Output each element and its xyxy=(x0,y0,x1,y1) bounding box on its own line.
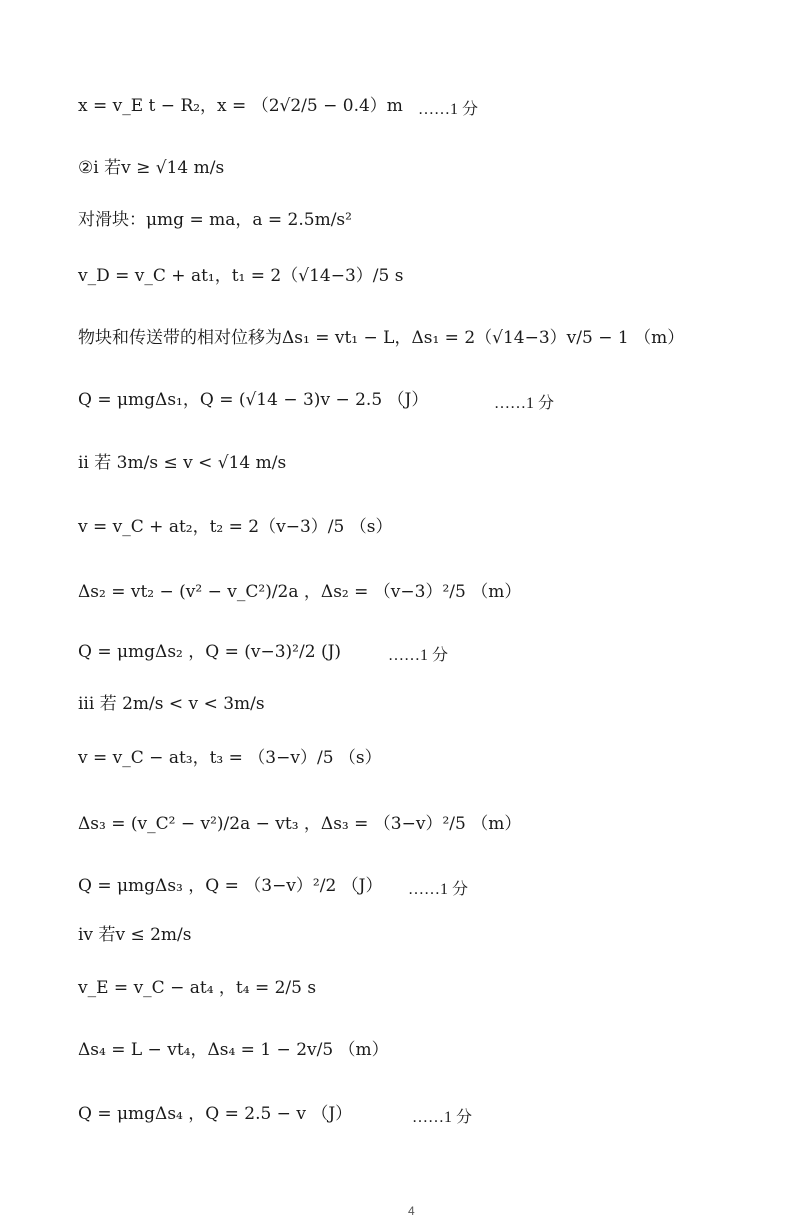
score-mark: ……1 分 xyxy=(418,101,479,118)
score-mark: ……1 分 xyxy=(388,647,449,664)
eq-line-16 xyxy=(78,976,316,1000)
eq-line-12 xyxy=(78,746,382,770)
eq-line-13 xyxy=(78,812,521,836)
eq-line-9 xyxy=(78,580,521,604)
eq-text: Δs₃ = (v_C² − v²)/2a − vt₃ ，Δs₃ = （3−v）²/5 （m） xyxy=(78,814,522,834)
score-mark: ……1 分 xyxy=(408,881,469,898)
eq-text: v_E = v_C − at₄ ，t₄ = 2/5 s xyxy=(78,978,317,998)
eq-line-17 xyxy=(78,1038,389,1062)
eq-text: Δs₄ = L − vt₄，Δs₄ = 1 − 2v/5 （m） xyxy=(78,1040,389,1060)
eq-text: ii 若 3m/s ≤ v < √14 m/s xyxy=(78,453,287,473)
eq-text: 对滑块：μmg = ma，a = 2.5m/s² xyxy=(78,210,352,230)
score-mark: ……1 分 xyxy=(412,1109,473,1126)
eq-line-8 xyxy=(78,515,392,539)
eq-text: Q = μmgΔs₁，Q = (√14 − 3)v − 2.5 （J） xyxy=(78,390,429,410)
eq-line-1 xyxy=(78,94,403,118)
page-number: 4 xyxy=(408,1204,415,1218)
case-heading-ii xyxy=(78,451,286,475)
eq-text: Q = μmgΔs₄ ，Q = 2.5 − v （J） xyxy=(78,1104,353,1124)
eq-line-5 xyxy=(78,326,684,350)
score-mark: ……1 分 xyxy=(494,395,555,412)
eq-text: ②i 若v ≥ √14 m/s xyxy=(78,158,225,178)
eq-text: v_D = v_C + at₁，t₁ = 2（√14−3）/5 s xyxy=(78,266,404,286)
eq-line-10 xyxy=(78,640,341,664)
eq-text: Δs₂ = vt₂ − (v² − v_C²)/2a ，Δs₂ = （v−3）²/5 （m） xyxy=(78,582,522,602)
eq-text: iv 若v ≤ 2m/s xyxy=(78,925,192,945)
eq-text: v = v_C + at₂，t₂ = 2（v−3）/5 （s） xyxy=(78,517,393,537)
case-heading-iii xyxy=(78,692,265,716)
eq-text: Q = μmgΔs₃ ，Q = （3−v）²/2 （J） xyxy=(78,876,383,896)
eq-line-4 xyxy=(78,264,403,288)
eq-line-14 xyxy=(78,874,383,898)
eq-text: 物块和传送带的相对位移为Δs₁ = vt₁ − L，Δs₁ = 2（√14−3）v/5 − 1 （m） xyxy=(78,328,685,348)
case-heading-iv xyxy=(78,923,192,947)
eq-line-3 xyxy=(78,208,352,232)
case-heading-i xyxy=(78,156,224,180)
eq-text: Q = μmgΔs₂ ，Q = (v−3)²/2 (J) xyxy=(78,642,342,662)
eq-line-6 xyxy=(78,388,428,412)
eq-text: x = v_E t − R₂，x = （2√2/5 − 0.4）m xyxy=(78,96,403,116)
eq-text: iii 若 2m/s < v < 3m/s xyxy=(78,694,265,714)
eq-line-18 xyxy=(78,1102,352,1126)
eq-text: v = v_C − at₃，t₃ = （3−v）/5 （s） xyxy=(78,748,382,768)
